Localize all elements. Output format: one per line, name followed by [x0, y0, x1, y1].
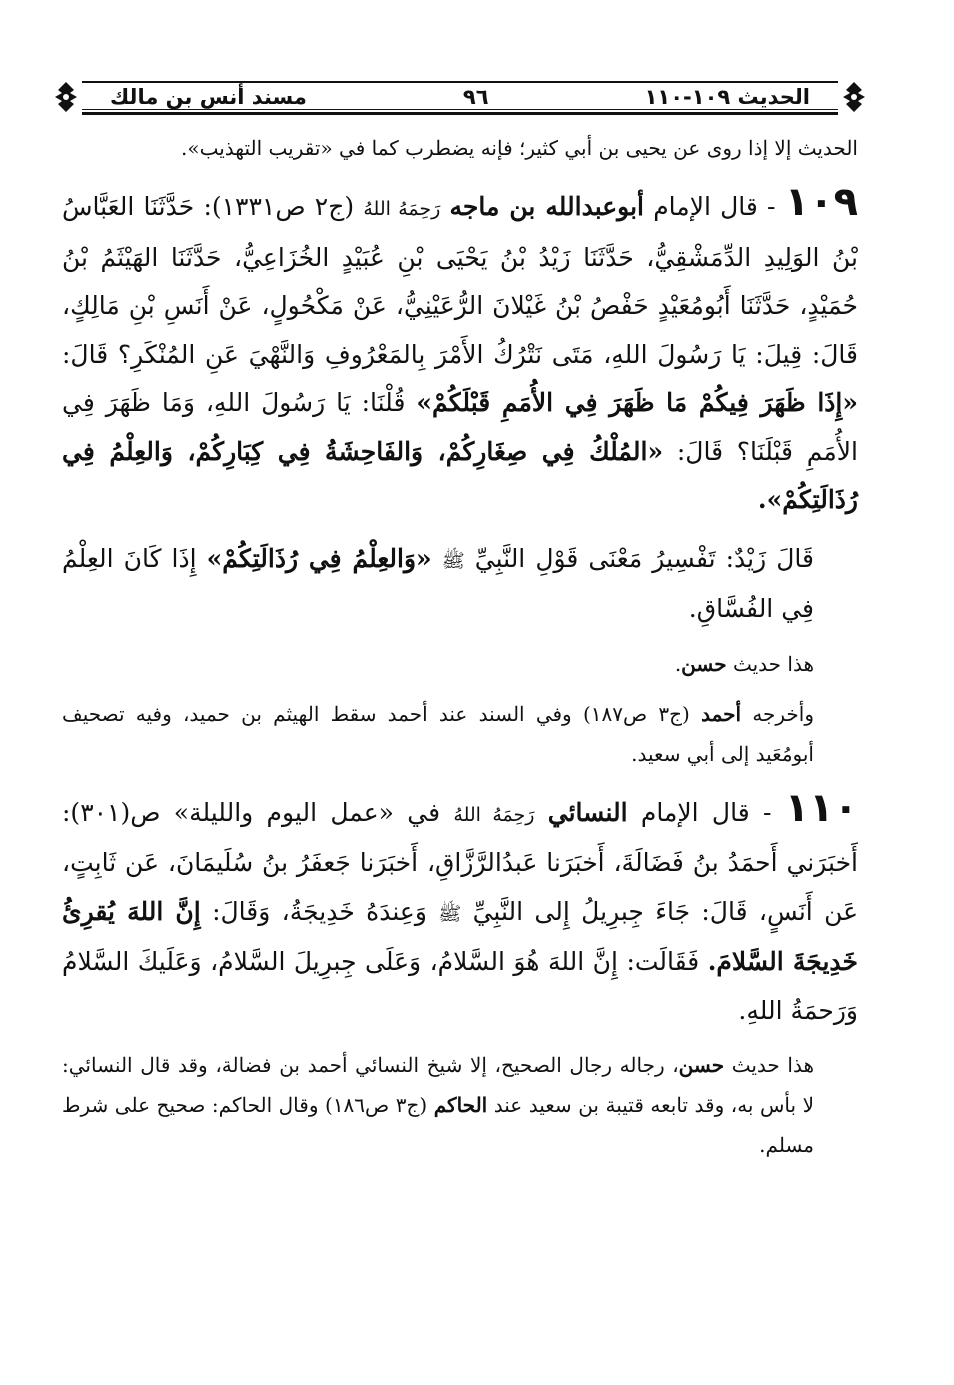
imam-name: أبوعبدالله بن ماجه [449, 192, 644, 221]
comment-text: إِذَا كَانَ العِلْمُ فِي الفُسَّاقِ. [62, 543, 814, 623]
takhrij-name: أحمد [701, 701, 742, 726]
header-rule-top [82, 81, 838, 83]
grade-word: حسن [681, 651, 727, 676]
grade-text: هذا حديث [732, 651, 814, 676]
grade-name: الحاكم [433, 1093, 488, 1117]
takhrij-text: وأخرجه [752, 701, 815, 726]
source-reference: في «عمل اليوم والليلة» ص(٣٠١): [62, 797, 441, 827]
matn-quote: «إِذَا ظَهَرَ فِيكُمْ مَا ظَهَرَ فِي الأُمَمِ قَبْلَكُمْ» [416, 388, 859, 417]
isnad-text: وَعِندَهُ خَدِيجَةُ، وَقَالَ: [212, 896, 427, 926]
grade-word: حسن [678, 1053, 725, 1077]
page-content [62, 128, 858, 1165]
salutation-glyph: ﷺ [441, 549, 465, 572]
page [62, 76, 858, 1365]
hadith-109 [62, 178, 858, 525]
takhrij-note [62, 694, 858, 774]
page-number: ٩٦ [457, 85, 495, 109]
dialogue-text: قُلْنَا: يَا رَسُولَ اللهِ، وَمَا ظَهَرَ فِي الأُمَمِ قَبْلَنَا؟ قَالَ: [62, 388, 858, 466]
intro-text: - قال الإمام [640, 797, 772, 827]
isnad-text: أَخبَرَني أَحمَدُ بنُ فَضَالَةَ، أَخبَرَنا عَبدُالرَّزَّاقِ، أَخبَرَنا جَعفَرُ بنُ سُلَيمَانَ، عَن ثَابِتٍ، عَن أَنَسٍ، قَالَ: جَاءَ جِبرِيلُ إِلى النَّبِيِّ [62, 848, 859, 926]
matn-quote: إِنَّ اللهَ يُقرِئُ خَدِيجَةَ السَّلامَ. [62, 896, 858, 976]
comment-quote: «وَالعِلْمُ فِي رُذَالَتِكُمْ» [206, 543, 432, 573]
zayd-comment [62, 535, 858, 634]
grade-text: (ج٣ ص١٨٦) وقال الحاكم: صحيح على شرط مسلم. [62, 1093, 814, 1157]
honorific: رَحِمَهُ اللهُ [453, 803, 535, 826]
ornament-icon [54, 81, 78, 113]
hadith-number: ١١٠ [784, 784, 859, 831]
intro-text: - قال الإمام [653, 192, 776, 221]
header-hadith-range: الحديث ١٠٩-١١٠ [639, 85, 816, 109]
imam-name: النسائي [547, 797, 628, 827]
grading-line [62, 644, 858, 684]
ornament-icon [842, 81, 866, 113]
isnad-text: حَدَّثَنَا العَبَّاسُ بْنُ الوَلِيدِ الدِّمَشْقِيُّ، حَدَّثَنَا زَيْدُ بْنُ يَحْيَى بْنِ عُبَيْدٍ الخُزَاعِيُّ، حَدَّثَنَا الهَيْثَمُ بْنُ حُمَيْدٍ، حَدَّثَنَا أَبُومُعَيْدٍ حَفْصُ بْنُ غَيْلانَ الرُّعَيْنِيُّ، عَنْ مَكْحُولٍ، عَنْ أَنَسِ بْنِ مَالِكٍ، قَالَ: قِيلَ: يَا رَسُولَ اللهِ، مَتَى نَتْرُكُ الأَمْرَ بِالمَعْرُوفِ وَالنَّهْيَ عَنِ المُنْكَرِ؟ قَالَ: [62, 192, 858, 369]
honorific: رَحِمَهُ اللهُ [363, 198, 441, 220]
hadith-110 [62, 784, 858, 1036]
header-rule-bottom [82, 112, 838, 115]
grade-text: ، رجاله رجال الصحيح، إلا شيخ النسائي أحمد بن فضالة، وقد قال النسائي: لا بأس به، وقد تابعه قتيبة بن سعيد عند [62, 1053, 814, 1117]
grading-note [62, 1045, 858, 1165]
dialogue-text: فَقَالَت: إِنَّ اللهَ هُوَ السَّلامُ، وَعَلَى جِبرِيلَ السَّلامُ، وَعَلَيكَ السَّلامُ وَرَحمَةُ اللهِ. [62, 947, 858, 1025]
source-reference: (ج٢ ص١٣٣١): [203, 192, 355, 221]
continued-footnote-line: الحديث إلا إذا روى عن يحيى بن أبي كثير؛ فإنه يضطرب كما في «تقريب التهذيب». [180, 136, 858, 160]
header-rule-inner [82, 109, 838, 110]
grade-text: هذا حديث [731, 1053, 814, 1077]
comment-text: قَالَ زَيْدٌ: تَفْسِيرُ مَعْنَى قَوْلِ النَّبِيِّ [474, 543, 814, 573]
running-header [62, 76, 858, 118]
book-title: مسند أنس بن مالك [104, 85, 313, 109]
matn-quote: «المُلْكُ فِي صِغَارِكُمْ، وَالفَاحِشَةُ فِي كِبَارِكُمْ، وَالعِلْمُ فِي رُذَالَتِكُمْ». [62, 436, 858, 514]
salutation-glyph: ﷺ [438, 902, 462, 925]
grade-end: . [674, 651, 682, 676]
hadith-number: ١٠٩ [784, 179, 858, 225]
takhrij-text: (ج٣ ص١٨٧) وفي السند عند أحمد سقط الهيثم بن حميد، وفيه تصحيف أبومُعَيد إلى أبي سعيد. [62, 701, 814, 766]
